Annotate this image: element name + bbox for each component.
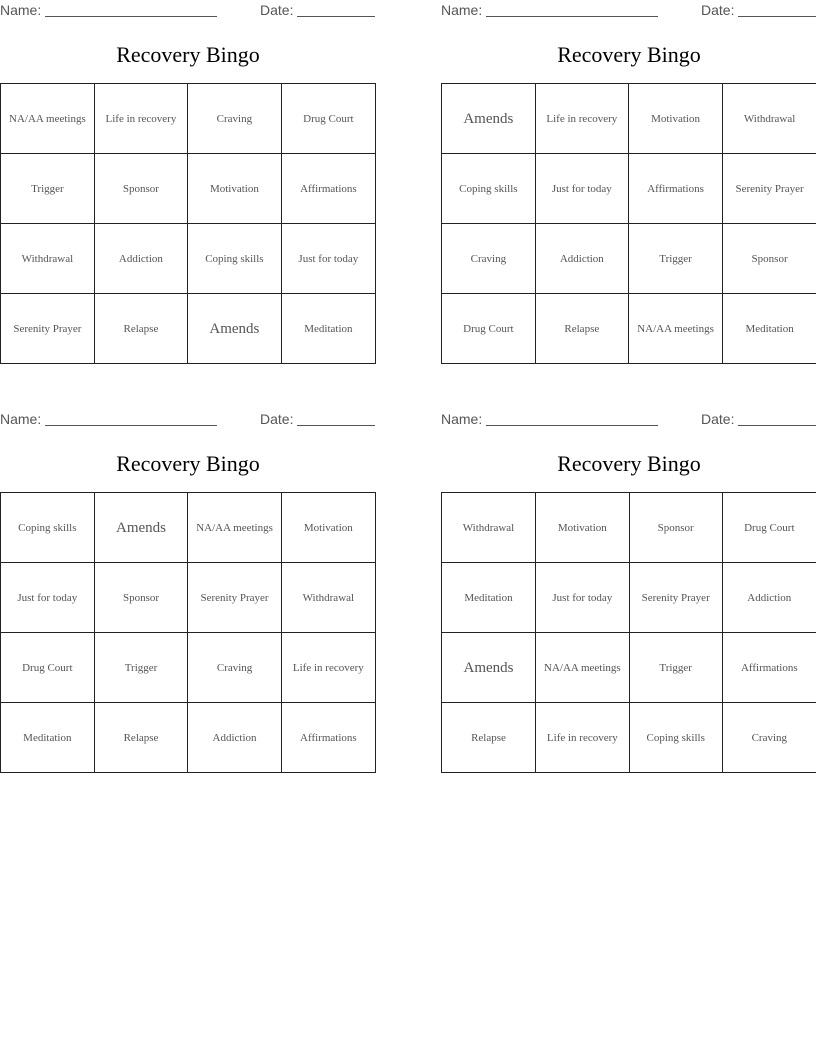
name-date-row (0, 2, 376, 20)
bingo-cell: Drug Court (281, 84, 375, 154)
grid-row (442, 633, 816, 703)
grid-row (442, 224, 816, 294)
name-date-row (441, 411, 816, 429)
bingo-cell: Craving (188, 633, 281, 703)
name-label: Name: (0, 411, 42, 427)
bingo-cell: Drug Court (722, 493, 816, 563)
bingo-cell: Sponsor (94, 563, 188, 633)
grid-row (442, 154, 816, 224)
bingo-cell: Craving (188, 84, 282, 154)
grid-row (442, 294, 816, 364)
bingo-cell: Meditation (723, 294, 816, 364)
bingo-cell: Addiction (188, 703, 281, 773)
bingo-cell: NA/AA meetings (628, 294, 722, 364)
bingo-cell: Withdrawal (442, 493, 536, 563)
bingo-cell: Coping skills (188, 224, 282, 294)
bingo-cell: Addiction (535, 224, 628, 294)
bingo-cell: Just for today (535, 154, 628, 224)
card-title: Recovery Bingo (557, 451, 701, 476)
bingo-cell: Meditation (281, 294, 375, 364)
bingo-cell: Relapse (535, 294, 628, 364)
name-label: Name: (441, 2, 483, 18)
bingo-cell: Craving (722, 703, 816, 773)
name-blank-line (486, 2, 658, 17)
grid-row (1, 84, 376, 154)
bingo-cell: Affirmations (628, 154, 722, 224)
bingo-cell: Just for today (1, 563, 95, 633)
bingo-cell: Meditation (442, 563, 536, 633)
bingo-cell: Withdrawal (1, 224, 95, 294)
grid-row (442, 84, 816, 154)
bingo-cell: Amends (442, 84, 536, 154)
bingo-cell: Affirmations (722, 633, 816, 703)
bingo-card-3 (0, 409, 376, 789)
bingo-cell: Motivation (628, 84, 722, 154)
bingo-cell: Serenity Prayer (1, 294, 95, 364)
bingo-cell: Trigger (1, 154, 95, 224)
card-title: Recovery Bingo (116, 451, 260, 476)
bingo-cell: Addiction (94, 224, 187, 294)
bingo-cell: Withdrawal (281, 563, 375, 633)
bingo-cell: Amends (188, 294, 282, 364)
name-label: Name: (441, 411, 483, 427)
grid-row (1, 633, 376, 703)
bingo-cell: Coping skills (629, 703, 722, 773)
bingo-grid (441, 83, 816, 364)
bingo-cell: Motivation (281, 493, 375, 563)
date-label: Date: (260, 411, 294, 427)
grid-row (1, 703, 376, 773)
grid-row (1, 294, 376, 364)
bingo-cell: Trigger (629, 633, 722, 703)
bingo-cell: Amends (94, 493, 188, 563)
bingo-cell: Trigger (94, 633, 188, 703)
bingo-cell: NA/AA meetings (188, 493, 281, 563)
bingo-card-1 (0, 0, 376, 380)
name-date-row (0, 411, 376, 429)
bingo-cell: Withdrawal (723, 84, 816, 154)
bingo-cell: Motivation (535, 493, 629, 563)
bingo-cell: Sponsor (723, 224, 816, 294)
name-blank-line (45, 411, 217, 426)
bingo-cell: Relapse (94, 294, 187, 364)
name-date-row (441, 2, 816, 20)
bingo-cell: Serenity Prayer (188, 563, 281, 633)
name-blank-line (486, 411, 658, 426)
card-title: Recovery Bingo (557, 42, 701, 67)
grid-row (442, 703, 816, 773)
bingo-cell: Motivation (188, 154, 282, 224)
date-label: Date: (260, 2, 294, 18)
bingo-cell: Coping skills (1, 493, 95, 563)
bingo-cell: Life in recovery (535, 84, 628, 154)
bingo-grid (441, 492, 816, 773)
bingo-cell: Relapse (442, 703, 536, 773)
bingo-cell: Just for today (281, 224, 375, 294)
bingo-cell: Affirmations (281, 703, 375, 773)
bingo-cell: Craving (442, 224, 536, 294)
grid-row (1, 154, 376, 224)
date-label: Date: (701, 411, 735, 427)
bingo-cell: Affirmations (281, 154, 375, 224)
bingo-cell: Coping skills (442, 154, 536, 224)
bingo-cell: Just for today (535, 563, 629, 633)
bingo-card-2 (441, 0, 816, 380)
bingo-cell: Life in recovery (535, 703, 629, 773)
bingo-cell: Sponsor (629, 493, 722, 563)
date-blank-line (738, 2, 816, 17)
bingo-cell: Meditation (1, 703, 95, 773)
name-label: Name: (0, 2, 42, 18)
bingo-cell: NA/AA meetings (535, 633, 629, 703)
card-title: Recovery Bingo (116, 42, 260, 67)
bingo-cell: Trigger (628, 224, 722, 294)
bingo-cell: Drug Court (442, 294, 536, 364)
bingo-cell: Serenity Prayer (629, 563, 722, 633)
date-blank-line (738, 411, 816, 426)
date-blank-line (297, 411, 375, 426)
date-blank-line (297, 2, 375, 17)
bingo-cell: NA/AA meetings (1, 84, 95, 154)
bingo-cell: Relapse (94, 703, 188, 773)
grid-row (1, 493, 376, 563)
grid-row (1, 563, 376, 633)
grid-row (442, 493, 816, 563)
bingo-cell: Addiction (722, 563, 816, 633)
bingo-cell: Life in recovery (281, 633, 375, 703)
bingo-grid (0, 492, 376, 773)
grid-row (1, 224, 376, 294)
bingo-cell: Life in recovery (94, 84, 187, 154)
bingo-cell: Drug Court (1, 633, 95, 703)
bingo-grid (0, 83, 376, 364)
grid-row (442, 563, 816, 633)
date-label: Date: (701, 2, 735, 18)
bingo-cell: Sponsor (94, 154, 187, 224)
bingo-cell: Serenity Prayer (723, 154, 816, 224)
name-blank-line (45, 2, 217, 17)
bingo-cell: Amends (442, 633, 536, 703)
bingo-card-4 (441, 409, 816, 789)
